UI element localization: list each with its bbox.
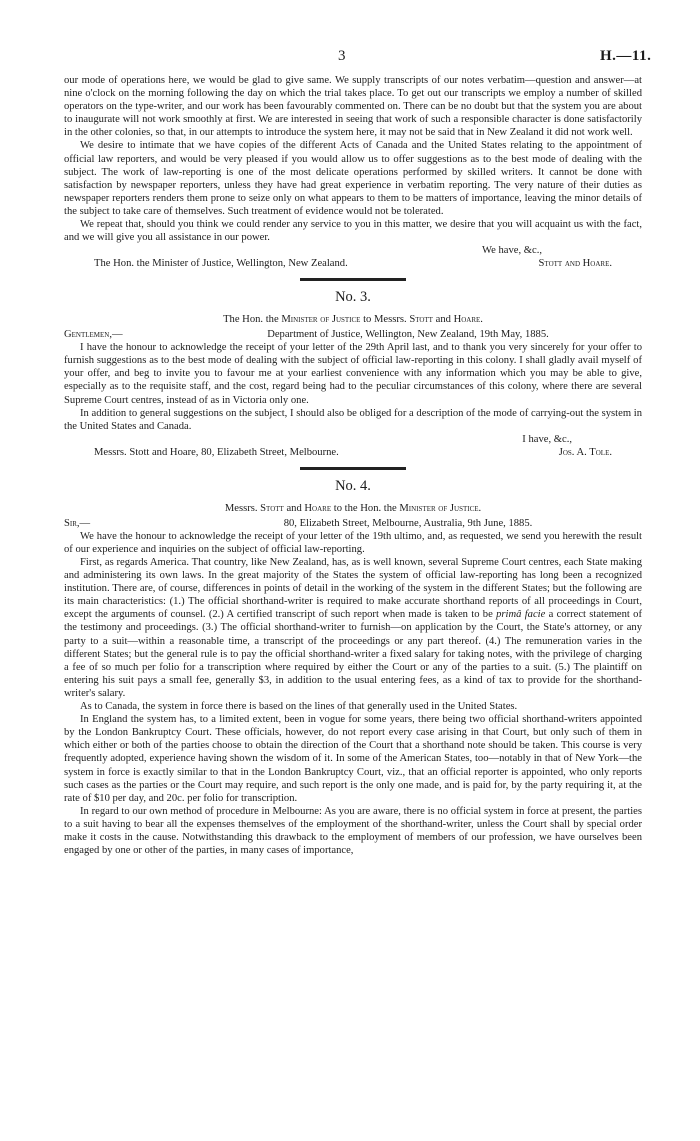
paragraph: We have the honour to acknowledge the receipt of your letter of the 19th ultimo, and, as requested, we send you herewith the result of our experience and inquiries on the subject of official law-reporting.: [64, 530, 642, 555]
dateline: 80, Elizabeth Street, Melbourne, Australia, 9th June, 1885.: [283, 517, 533, 529]
salutation-line: [64, 517, 642, 530]
letter-number: No. 3.: [335, 288, 371, 305]
letter-no-3: [64, 288, 642, 459]
page-number: 3: [338, 48, 346, 64]
address-line: [64, 257, 642, 270]
addressee: The Hon. the Minister of Justice, Wellington, New Zealand.: [94, 258, 348, 270]
section-divider: [300, 467, 406, 470]
closing: I have, &c.,: [522, 433, 572, 445]
paragraph: First, as regards America. That country, like New Zealand, has, as is well known, several Supreme Court centres, each State making and administering its own laws. In the great majority of the States the system of official law-reporting has long been a recognized institution. There are, of course, differences in points of detail in the working of the system in the different States; but the following are its main characteristics: (1.) The official shorthand-writer is required to make accurate shorthand reports of all proceedings in Court, except the arguments of counsel. (2.) A certified transcript of such report when made is taken to be primâ facie a correct statement of the testimony and proceedings. (3.) The official shorthand-writer to furnish—on application by the Court, the State's attorney, or any party to a suit—within a reasonable time, a transcript of the proceedings or any part thereof. (4.) The remuneration varies in the different States; but the general rule is to pay the official shorthand-writer a fixed salary for taking notes, with the privilege of charging a fee of so much per folio for a transcription where required by either the Court or any of the parties to a suit. (5.) The plaintiff on entering his suit pays a small fee, generally $3, in addition to the usual entering fees, as a kind of tax to provide for the shorthand-writer's salary.: [64, 557, 642, 699]
salutation: Sir,—: [64, 517, 91, 529]
signature: Jos. A. Tole.: [558, 446, 612, 458]
paragraph: In England the system has, to a limited extent, been in vogue for some years, there being two official shorthand-writers appointed by the London Bankruptcy Court. These officials, however, do not report every case arising in that Court, but only such of them in which either or both of the parties choose to obtain the direction of the Court that a shorthand note should be taken. This course is very frequently adopted, experience having shown the wisdom of it. In some of the American States, too—notably in that of New York—the system in force is exactly similar to that in the London Bankruptcy Court, viz., that an official reporter is appointed, who only reports such cases as the parties or the Court may require, and such report is the only one made, and is paid for, by the party requiring it, at the rate of $10 per day, and 20c. per folio for transcription.: [64, 714, 642, 804]
salutation: Gentlemen,—: [64, 329, 123, 341]
salutation-line: [64, 328, 642, 341]
paragraph: I have the honour to acknowledge the receipt of your letter of the 29th April last, and to thank you very sincerely for your offer to furnish suggestions as to the best mode of dealing with the subject of official law-reporting in this colony. I shall gladly avail myself of your offer, and beg to invite you to favour me at your earliest convenience with any information which you may be able to give, especially as to the requisite staff, and the cost, regard being had to the peculiar circumstances of this colony, where there are several Supreme Court centres, instead of as in Victoria only one.: [64, 342, 642, 406]
paragraph: We desire to intimate that we have copies of the different Acts of Canada and the United States relating to the appointment of official law reporters, and would be very pleased if you would allow us to offer suggestions as to the best mode of dealing with the subject. The work of law-reporting is one of the most delicate operations performed by skilled writers. It cannot be done with satisfaction by newspaper reporters, unless they have had great experience in verbatim reporting. The very nature of their duties as newspaper reporters renders them prone to seize only on what appears to them to be matters of importance, leaving the minor details of the subject to take care of themselves. Such treatment of evidence would not be tolerated.: [64, 140, 642, 217]
letter-title: The Hon. the Minister of Justice to Messrs. Stott and Hoare.: [223, 314, 483, 325]
letter-no-4: [64, 477, 642, 858]
letter-title: Messrs. Stott and Hoare to the Hon. the Minister of Justice.: [224, 502, 482, 514]
dateline: Department of Justice, Wellington, New Zealand, 19th May, 1885.: [267, 329, 549, 341]
address-line: [64, 446, 642, 459]
signature: Stott and Hoare.: [538, 258, 612, 270]
paragraph: We repeat that, should you think we could render any service to you in this matter, we desire that you will acquaint us with the fact, and we will give you all assistance in our power.: [64, 219, 642, 244]
paragraph: In addition to general suggestions on the subject, I should also be obliged for a description of the mode of carrying-out the system in the United States and Canada.: [64, 407, 642, 432]
intro-letter: [64, 74, 642, 857]
paragraph: our mode of operations here, we would be glad to give same. We supply transcripts of our notes verbatim—question and answer—at nine o'clock on the morning following the day on which the trial takes place. To get out our transcripts we employ a number of skilled operators on the type-writer, and our work has been favourably commented on. There can be no doubt but that the system you are about to inaugurate will not work smoothly at first. We are interested in seeing that work of such a responsible character is done satisfactorily in the other colonies, so that, in our attempts to introduce the system here, it may not be said that in New Zealand it did not work well.: [64, 75, 642, 139]
section-divider: [300, 278, 406, 281]
letter-number: No. 4.: [335, 477, 371, 494]
addressee: Messrs. Stott and Hoare, 80, Elizabeth Street, Melbourne.: [94, 446, 339, 458]
document-code: H.—11.: [600, 48, 652, 64]
paragraph: In regard to our own method of procedure in Melbourne: As you are aware, there is no official system in force at present, the parties to a suit having to bear all the expenses themselves of the employment of the shorthand-writer, unless the Court shall by special order make it costs in the cause. Notwithstanding this drawback to the employment of members of our profession, we have ourselves been engaged by one or other of the parties, in many cases of importance,: [64, 805, 642, 857]
closing: We have, &c.,: [481, 245, 542, 257]
paragraph: As to Canada, the system in force there is based on the lines of that generally used in the United States.: [80, 701, 518, 713]
